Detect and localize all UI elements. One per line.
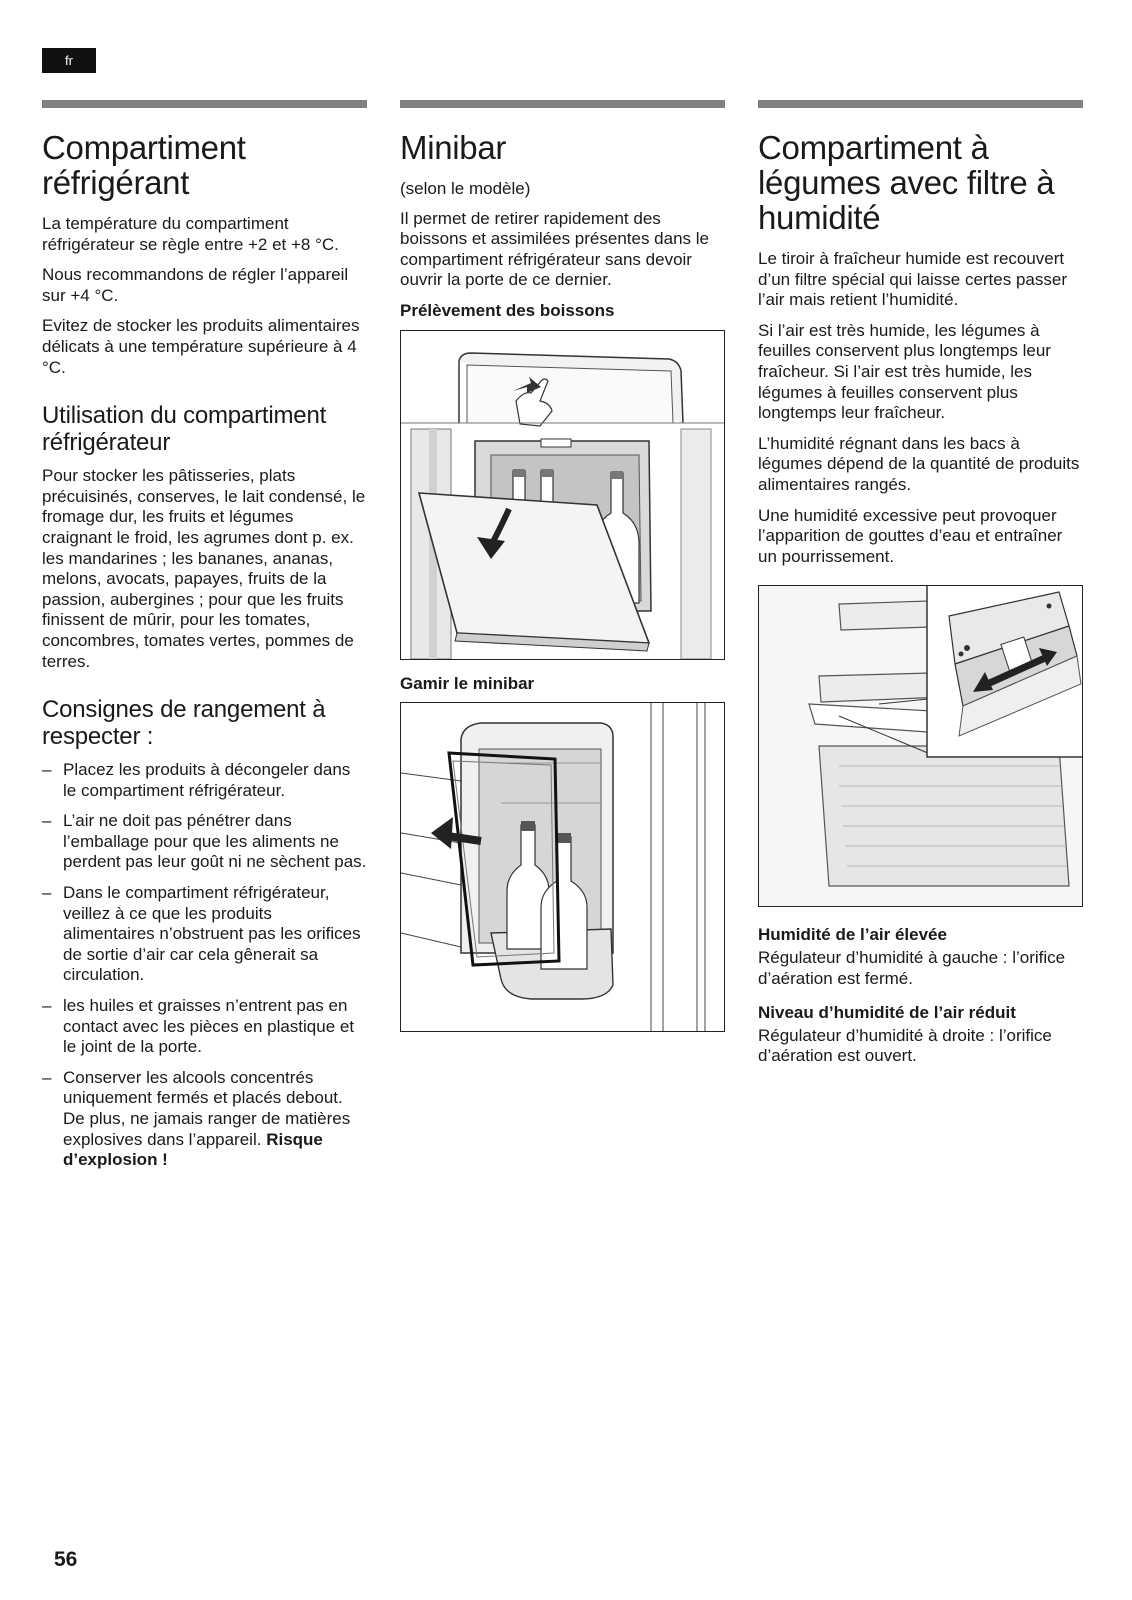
paragraph: Régulateur d’humidité à droite : l’orifice d’aération est ouvert. <box>758 1025 1052 1066</box>
section-rule <box>42 100 367 108</box>
minibar-fill-illustration <box>400 702 725 1032</box>
minibar-take-drinks-illustration <box>400 330 725 660</box>
section-rule <box>400 100 725 108</box>
humidity-filter-illustration <box>758 585 1083 907</box>
section-title: Compartiment réfrigérant <box>42 129 246 201</box>
column-vegetable-drawer <box>758 100 1083 1077</box>
list-item <box>42 1068 367 1171</box>
paragraph: Une humidité excessive peut provoquer l’apparition de gouttes d’eau et entraîner un pourrissement. <box>758 505 1063 566</box>
paragraph: Le tiroir à fraîcheur humide est recouvert d’un filtre spécial qui laisse certes passer l’air mais retient l’humidité. <box>758 249 1067 310</box>
section-rule <box>758 100 1083 108</box>
paragraph: La température du compartiment réfrigérateur se règle entre +2 et +8 °C. <box>42 214 339 254</box>
section-title: Compartiment à légumes avec filtre à humidité <box>758 129 1055 236</box>
paragraph: Si l’air est très humide, les légumes à feuilles conservent plus longtemps leur fraîcheur. Si l’air est très humide, les légumes à feuilles conservent plus longtemps leur fraîcheur. <box>758 320 1051 423</box>
paragraph: Pour stocker les pâtisseries, plats précuisinés, conserves, le lait condensé, le fromage dur, les fruits et légumes craignant le froid, les agrumes dont p. ex. les mandarines ; les bananes, ananas, melons, avocats, papayes, fruits de la passion, aubergines ; pour que les fruits finissent de mûrir, pour les tomates, concombres, tomates vertes, pommes de terres. <box>42 466 366 671</box>
figure-caption: Gamir le minibar <box>400 673 535 693</box>
figure-caption: Humidité de l’air élevée <box>758 925 947 945</box>
language-tag: fr <box>42 48 96 73</box>
paragraph: Régulateur d’humidité à gauche : l’orifice d’aération est fermé. <box>758 947 1066 988</box>
list-item: – les huiles et graisses n’entrent pas en contact avec les pièces en plastique et le joint de la porte. <box>42 996 367 1058</box>
section-title: Minibar <box>400 129 507 166</box>
figure-caption: Prélèvement des boissons <box>400 300 615 320</box>
rules-list <box>42 760 367 1171</box>
paragraph: Il permet de retirer rapidement des boissons et assimilées présentes dans le compartiment réfrigérateur sans devoir ouvrir la porte de ce dernier. <box>400 208 709 290</box>
page-number: 56 <box>54 1548 78 1571</box>
list-item: – L’air ne doit pas pénétrer dans l’emballage pour que les aliments ne perdent pas leur goût ni ne sèchent pas. <box>42 811 367 873</box>
paragraph: Nous recommandons de régler l’appareil sur +4 °C. <box>42 265 349 305</box>
model-note: (selon le modèle) <box>400 179 531 198</box>
column-refrigerator <box>42 100 367 1181</box>
list-item-text: Conserver les alcools concentrés uniquement fermés et placés debout. De plus, ne jamais ranger de matières explosives dans l’appareil. <box>63 1067 351 1149</box>
subsection-title: Utilisation du compartiment réfrigérateur <box>42 402 327 457</box>
figure-caption: Niveau d’humidité de l’air réduit <box>758 1003 1016 1023</box>
list-item: – Placez les produits à décongeler dans le compartiment réfrigérateur. <box>42 760 367 801</box>
subsection-title: Consignes de rangement à respecter : <box>42 696 326 751</box>
warning-text: Risque d’explosion ! <box>63 1129 323 1170</box>
paragraph: L’humidité régnant dans les bacs à légumes dépend de la quantité de produits alimentaires rangés. <box>758 433 1080 494</box>
paragraph: Evitez de stocker les produits alimentaires délicats à une température supérieure à 4 °C. <box>42 316 360 377</box>
list-item: – Dans le compartiment réfrigérateur, veillez à ce que les produits alimentaires n’obstruent pas les orifices de sortie d’air car cela gênerait sa circulation. <box>42 883 367 986</box>
column-minibar <box>400 100 725 1032</box>
